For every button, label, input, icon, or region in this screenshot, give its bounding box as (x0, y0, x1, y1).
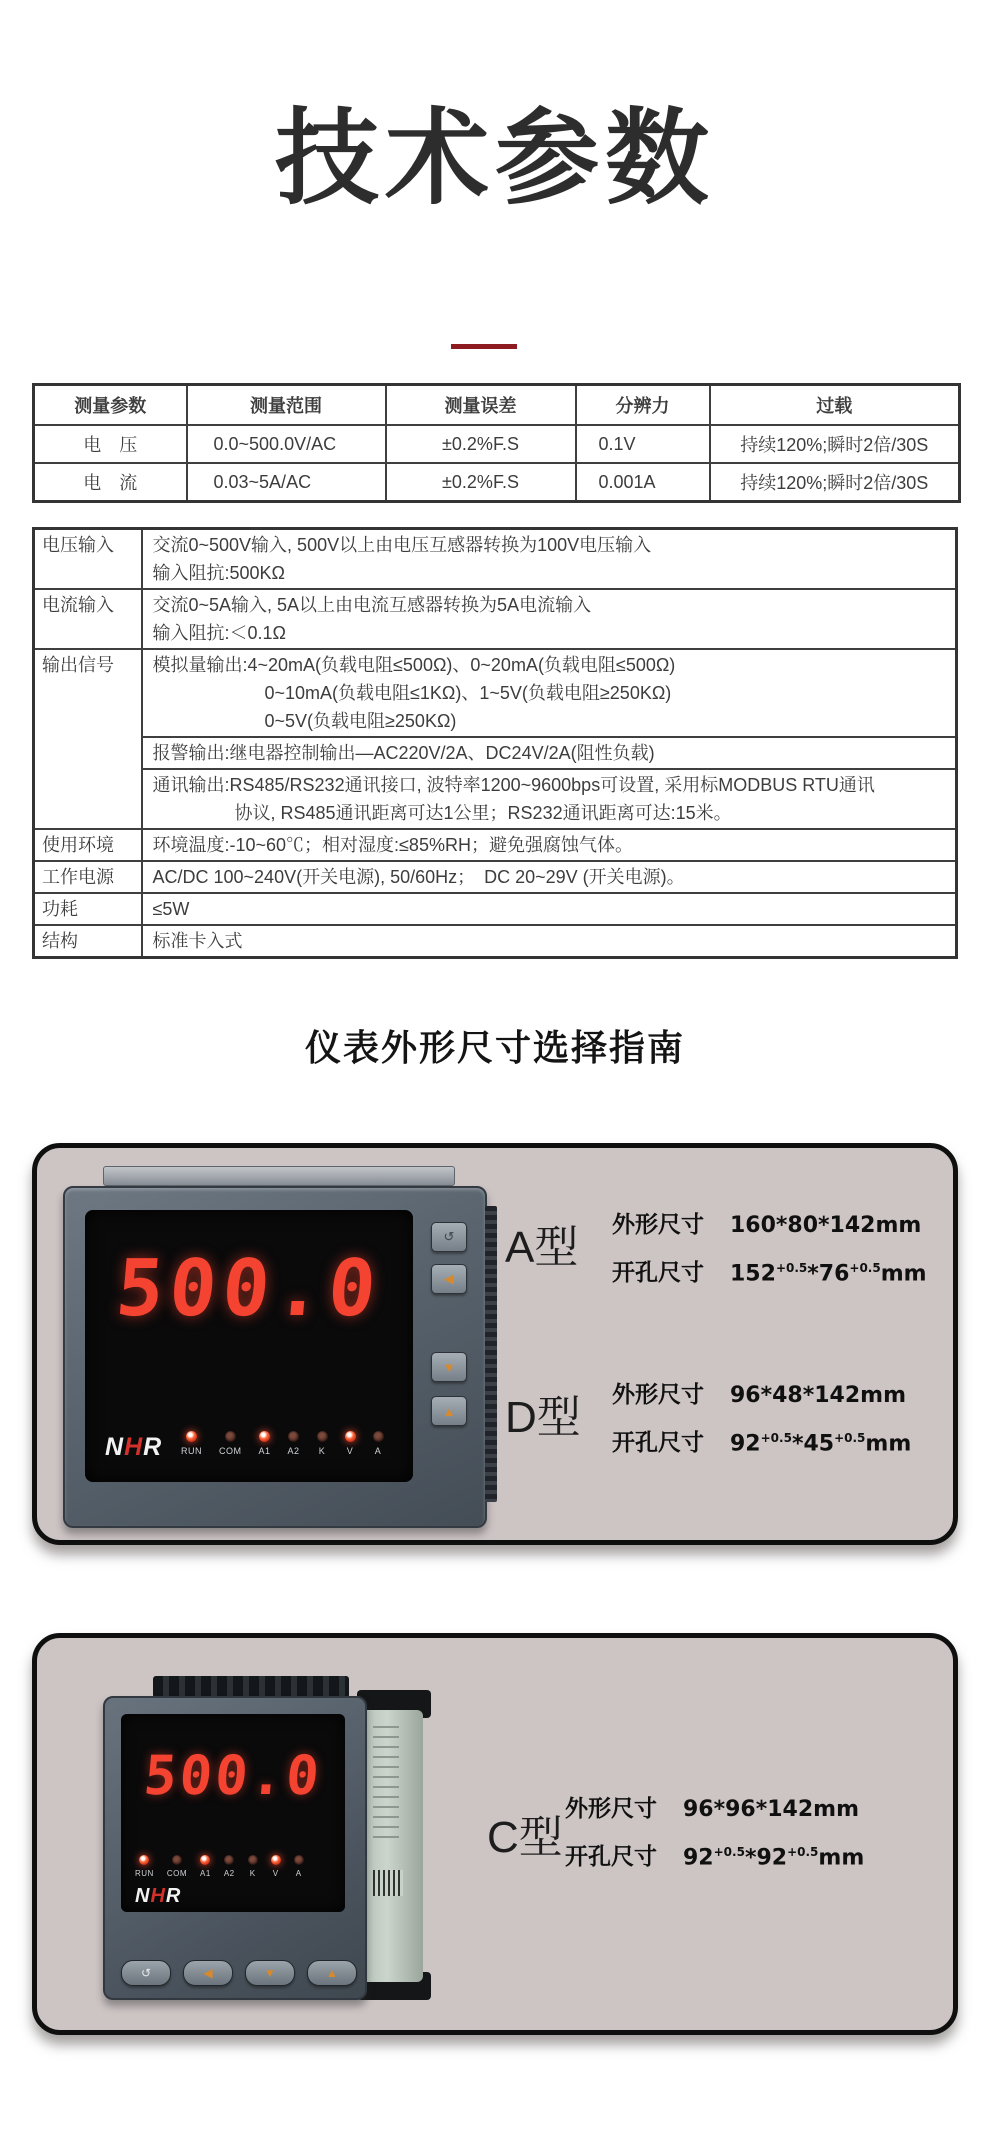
led-v (271, 1855, 281, 1878)
led-dot (186, 1431, 197, 1442)
led-indicator-row (135, 1855, 304, 1878)
led-run (135, 1855, 154, 1878)
meter-bezel (63, 1186, 487, 1528)
row-label: 工作电源 (34, 861, 142, 893)
table-row-consumption (34, 893, 957, 925)
table-row-voltage-input (34, 529, 957, 590)
dim-part: 92 (756, 1845, 788, 1870)
meter-display (121, 1714, 345, 1912)
row-value (142, 737, 957, 769)
dim-part: 76 (818, 1261, 850, 1286)
cell-error: ±0.2%F.S (386, 463, 576, 502)
row-value (142, 649, 957, 737)
spec-line: 0~10mA(负载电阻≤1KΩ)、1~5V(负载电阻≥250KΩ) (264, 683, 672, 703)
section-title-dimensions: 仪表外形尺寸选择指南 (304, 1027, 685, 1068)
arrow-left-icon (183, 1960, 233, 1986)
page-title: 技术参数 (274, 101, 715, 217)
dimension-row (612, 1206, 921, 1239)
led-label: A1 (200, 1869, 211, 1878)
brand-letter: H (150, 1885, 166, 1907)
cell-param: 电 压 (34, 425, 187, 463)
cell-error: ±0.2%F.S (386, 425, 576, 463)
arrow-up-icon (307, 1960, 357, 1986)
meter-side-label (363, 1710, 423, 1982)
model-name-c: C型 (487, 1813, 563, 1862)
table-row-output-comm (34, 769, 957, 829)
dimension-row (612, 1254, 927, 1287)
cell-range: 0.0~500.0V/AC (187, 425, 386, 463)
led-run (181, 1431, 202, 1456)
led-v (345, 1431, 356, 1456)
brand-logo (135, 1886, 181, 1906)
row-value (142, 893, 957, 925)
dimension-row (612, 1424, 911, 1457)
label-text-lines (373, 1726, 399, 1846)
led-k (248, 1855, 258, 1878)
led-a (373, 1431, 384, 1456)
arrow-left-icon (431, 1264, 467, 1294)
dimension-value: 96*48*142mm (730, 1383, 907, 1408)
dimension-row (565, 1838, 864, 1871)
arrow-down-icon (431, 1352, 467, 1382)
dim-part: 92 (730, 1431, 761, 1456)
brand-letter: N (135, 1885, 151, 1907)
spec-line: 报警输出:继电器控制输出—AC220V/2A、DC24V/2A(阻性负载) (152, 743, 655, 763)
led-dot (139, 1855, 149, 1865)
dim-part: * (807, 1261, 819, 1286)
led-dot (294, 1855, 304, 1865)
table-row-output-analog (34, 649, 957, 737)
model-name-d: D型 (505, 1393, 581, 1442)
row-label: 输出信号 (34, 649, 142, 829)
power-cycle-icon (121, 1960, 171, 1986)
led-label: RUN (135, 1869, 154, 1878)
row-label: 电流输入 (34, 589, 142, 649)
led-label: COM (166, 1869, 188, 1878)
led-dot (271, 1855, 281, 1865)
led-a (294, 1855, 304, 1878)
title-accent-bar (451, 344, 517, 349)
led-a2 (288, 1431, 300, 1456)
meter-reading: 500.0 (112, 1244, 386, 1334)
row-value (142, 769, 957, 829)
led-label: A (295, 1869, 302, 1878)
arrow-down-icon (245, 1960, 295, 1986)
button-glyph: ↺ (140, 1966, 152, 1980)
spec-line: 标准卡入式 (152, 931, 243, 951)
row-label: 功耗 (34, 893, 142, 925)
spec-line: ≤5W (152, 899, 190, 919)
col-header-param: 测量参数 (34, 385, 187, 426)
led-label: V (346, 1446, 354, 1456)
dim-sup: +0.5 (834, 1430, 866, 1445)
led-dot (200, 1855, 210, 1865)
button-glyph: ▲ (326, 1966, 338, 1980)
cell-resolution: 0.1V (576, 425, 710, 463)
dimension-value: 96*96*142mm (683, 1797, 860, 1822)
row-label: 结构 (34, 925, 142, 958)
spec-line: 输入阻抗:＜0.1Ω (152, 623, 286, 643)
dimension-label: 外形尺寸 (565, 1795, 657, 1821)
row-value (142, 925, 957, 958)
spec-line: 交流0~5A输入, 5A以上由电流互感器转换为5A电流输入 (152, 595, 592, 615)
table-row-current (34, 463, 960, 502)
dimension-value (730, 1431, 911, 1456)
led-dot (225, 1431, 236, 1442)
led-k (317, 1431, 328, 1456)
button-glyph: ◀ (203, 1966, 213, 1980)
col-header-resolution: 分辨力 (576, 385, 710, 426)
dim-sup: +0.5 (849, 1260, 881, 1275)
dimension-value (730, 1261, 927, 1286)
dim-sup: +0.5 (775, 1260, 808, 1275)
panel-card-c (32, 1633, 958, 2035)
led-label: V (272, 1869, 279, 1878)
led-label: RUN (181, 1446, 202, 1456)
table-row-power (34, 861, 957, 893)
meter-heatsink (485, 1206, 497, 1502)
spec-line: 通讯输出:RS485/RS232通讯接口, 波特率1200~9600bps可设置, 采用标MODBUS RTU通讯 (152, 775, 875, 795)
row-label: 使用环境 (34, 829, 142, 861)
measurement-spec-table (32, 383, 961, 503)
meter-button-row (121, 1960, 357, 1986)
brand-letter: N (105, 1433, 125, 1461)
button-glyph: ↺ (443, 1229, 455, 1244)
dimension-label: 外形尺寸 (612, 1381, 704, 1407)
led-dot (288, 1431, 299, 1442)
button-glyph: ◀ (444, 1271, 454, 1286)
dimension-label: 开孔尺寸 (612, 1429, 704, 1455)
brand-letter: R (143, 1433, 163, 1461)
dimension-value: 160*80*142mm (730, 1213, 922, 1238)
button-glyph: ▼ (442, 1359, 456, 1375)
dimension-row (612, 1376, 906, 1409)
dimension-label: 外形尺寸 (612, 1211, 704, 1237)
led-dot (373, 1431, 384, 1442)
table-row-environment (34, 829, 957, 861)
led-label: A (374, 1446, 382, 1456)
meter-bezel (103, 1696, 367, 2000)
led-a2 (224, 1855, 235, 1878)
dim-part: mm (880, 1261, 927, 1286)
led-label: K (249, 1869, 256, 1878)
dim-part: mm (818, 1845, 865, 1870)
dim-sup: +0.5 (713, 1844, 745, 1859)
dim-part: 152 (730, 1261, 776, 1286)
row-label: 电压输入 (34, 529, 142, 590)
led-dot (317, 1431, 328, 1442)
led-dot (172, 1855, 182, 1865)
led-label: A1 (258, 1446, 271, 1456)
button-glyph: ▼ (264, 1966, 276, 1980)
power-cycle-icon (431, 1222, 467, 1252)
led-dot (248, 1855, 258, 1865)
meter-reading: 500.0 (141, 1744, 325, 1807)
spec-line: 0~5V(负载电阻≥250KΩ) (264, 711, 457, 731)
table-row-voltage (34, 425, 960, 463)
spec-line: 环境温度:-10~60℃；相对湿度:≤85%RH；避免强腐蚀气体。 (152, 835, 633, 855)
spec-line: 交流0~500V输入, 500V以上由电压互感器转换为100V电压输入 (152, 535, 652, 555)
dim-sup: +0.5 (787, 1844, 819, 1859)
col-header-overload: 过载 (710, 385, 960, 426)
brand-letter: R (165, 1885, 182, 1907)
dim-part: 92 (683, 1845, 714, 1870)
led-dot (224, 1855, 234, 1865)
meter-button-column (431, 1214, 469, 1454)
dim-part: * (791, 1431, 804, 1456)
model-name-a: A型 (505, 1223, 579, 1272)
cell-range: 0.03~5A/AC (187, 463, 386, 502)
row-value (142, 829, 957, 861)
table-row-output-alarm (34, 737, 957, 769)
cell-overload: 持续120%;瞬时2倍/30S (710, 425, 960, 463)
meter-top-vents (153, 1676, 349, 1698)
dim-sup: +0.5 (760, 1430, 792, 1445)
spec-line: 模拟量输出:4~20mA(负载电阻≤500Ω)、0~20mA(负载电阻≤500Ω) (152, 655, 676, 675)
led-dot (259, 1431, 270, 1442)
dim-part: mm (865, 1431, 912, 1456)
led-a1 (200, 1855, 211, 1878)
spec-line: AC/DC 100~240V(开关电源), 50/60Hz； DC 20~29V (开关电源)。 (152, 867, 685, 887)
col-header-error: 测量误差 (386, 385, 576, 426)
meter-photo-ad (47, 1162, 499, 1534)
cell-overload: 持续120%;瞬时2倍/30S (710, 463, 960, 502)
cell-param: 电 流 (34, 463, 187, 502)
led-indicator-row (181, 1431, 384, 1456)
brand-logo (105, 1435, 162, 1460)
table-row-current-input (34, 589, 957, 649)
dim-part: 45 (803, 1431, 835, 1456)
row-value (142, 589, 957, 649)
led-label: A2 (223, 1869, 235, 1878)
meter-photo-c (95, 1676, 445, 2006)
led-label: A2 (287, 1446, 300, 1456)
panel-card-ad (32, 1143, 958, 1545)
dimension-value (683, 1845, 864, 1870)
col-header-range: 测量范围 (187, 385, 386, 426)
spec-line: 协议, RS485通讯距离可达1公里；RS232通讯距离可达:15米。 (234, 803, 732, 823)
led-com (167, 1855, 187, 1878)
meter-display (85, 1210, 413, 1482)
table-row-structure (34, 925, 957, 958)
barcode (373, 1870, 403, 1896)
dimension-label: 开孔尺寸 (612, 1259, 704, 1285)
button-glyph: ▲ (442, 1403, 456, 1419)
row-value (142, 861, 957, 893)
dimension-label: 开孔尺寸 (565, 1843, 657, 1869)
brand-letter: H (124, 1433, 144, 1461)
dim-part: * (744, 1845, 757, 1870)
led-com (219, 1431, 242, 1456)
arrow-up-icon (431, 1396, 467, 1426)
spec-header-row (34, 385, 960, 426)
dimension-row (565, 1790, 859, 1823)
led-label: COM (219, 1446, 242, 1456)
row-value (142, 529, 957, 590)
led-dot (345, 1431, 356, 1442)
spec-line: 输入阻抗:500KΩ (152, 563, 285, 583)
led-a1 (259, 1431, 271, 1456)
detail-spec-table (32, 527, 958, 959)
meter-top-rail (103, 1166, 455, 1186)
cell-resolution: 0.001A (576, 463, 710, 502)
led-label: K (318, 1446, 326, 1456)
